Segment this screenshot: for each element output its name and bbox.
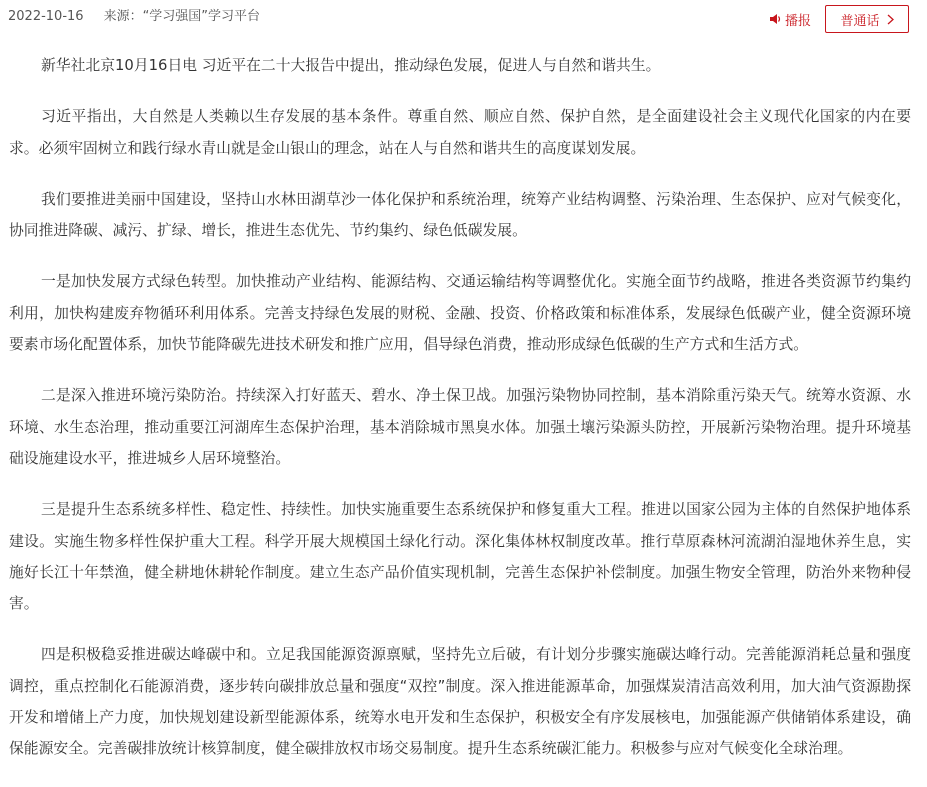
article-paragraph: 二是深入推进环境污染防治。持续深入打好蓝天、碧水、净土保卫战。加强污染物协同控制，基本消除重污染天气。统筹水资源、水环境、水生态治理，推动重要江河湖库生态保护治理，基本消除城市黑臭水体。加强土壤污染源头防控，开展新污染物治理。提升环境基础设施建设水平，推进城乡人居环境整治。 <box>9 387 911 467</box>
broadcast-button[interactable] <box>769 10 811 29</box>
article-body <box>9 50 911 765</box>
audio-controls <box>769 4 909 34</box>
article-paragraph: 四是积极稳妥推进碳达峰碳中和。立足我国能源资源禀赋，坚持先立后破，有计划分步骤实施碳达峰行动。完善能源消耗总量和强度调控，重点控制化石能源消费，逐步转向碳排放总量和强度“双控”制度。深入推进能源革命，加强煤炭清洁高效利用，加大油气资源勘探开发和增储上产力度，加快规划建设新型能源体系，统筹水电开发和生态保护，积极安全有序发展核电，加强能源产供储销体系建设，确保能源安全。完善碳排放统计核算制度，健全碳排放权市场交易制度。提升生态系统碳汇能力。积极参与应对气候变化全球治理。 <box>9 646 911 758</box>
article-paragraph: 习近平指出，大自然是人类赖以生存发展的基本条件。尊重自然、顺应自然、保护自然，是全面建设社会主义现代化国家的内在要求。必须牢固树立和践行绿水青山就是金山银山的理念，站在人与自然和谐共生的高度谋划发展。 <box>9 108 911 157</box>
voice-select-button[interactable] <box>825 5 909 33</box>
publish-date: 2022-10-16 <box>8 9 84 24</box>
chevron-right-icon <box>887 14 894 25</box>
article-paragraph: 新华社北京10月16日电 习近平在二十大报告中提出，推动绿色发展，促进人与自然和谐共生。 <box>41 57 661 74</box>
article-source: 来源：“学习强国”学习平台 <box>103 9 261 24</box>
speaker-icon <box>769 13 781 25</box>
broadcast-label: 播报 <box>784 13 811 29</box>
article-paragraph: 三是提升生态系统多样性、稳定性、持续性。加快实施重要生态系统保护和修复重大工程。推进以国家公园为主体的自然保护地体系建设。实施生物多样性保护重大工程。科学开展大规模国土绿化行动。深化集体林权制度改革。推行草原森林河流湖泊湿地休养生息，实施好长江十年禁渔，健全耕地休耕轮作制度。建立生态产品价值实现机制，完善生态保护补偿制度。加强生物安全管理，防治外来物种侵害。 <box>9 501 911 613</box>
article-meta-bar <box>0 0 927 36</box>
article-paragraph: 一是加快发展方式绿色转型。加快推动产业结构、能源结构、交通运输结构等调整优化。实施全面节约战略，推进各类资源节约集约利用，加快构建废弃物循环利用体系。完善支持绿色发展的财税、金融、投资、价格政策和标准体系，发展绿色低碳产业，健全资源环境要素市场化配置体系，加快节能降碳先进技术研发和推广应用，倡导绿色消费，推动形成绿色低碳的生产方式和生活方式。 <box>9 273 911 354</box>
voice-select-label: 普通话 <box>840 13 880 29</box>
article-paragraph: 我们要推进美丽中国建设，坚持山水林田湖草沙一体化保护和系统治理，统筹产业结构调整、污染治理、生态保护、应对气候变化，协同推进降碳、减污、扩绿、增长，推进生态优先、节约集约、绿色低碳发展。 <box>9 190 911 240</box>
article-meta-info <box>8 9 260 25</box>
